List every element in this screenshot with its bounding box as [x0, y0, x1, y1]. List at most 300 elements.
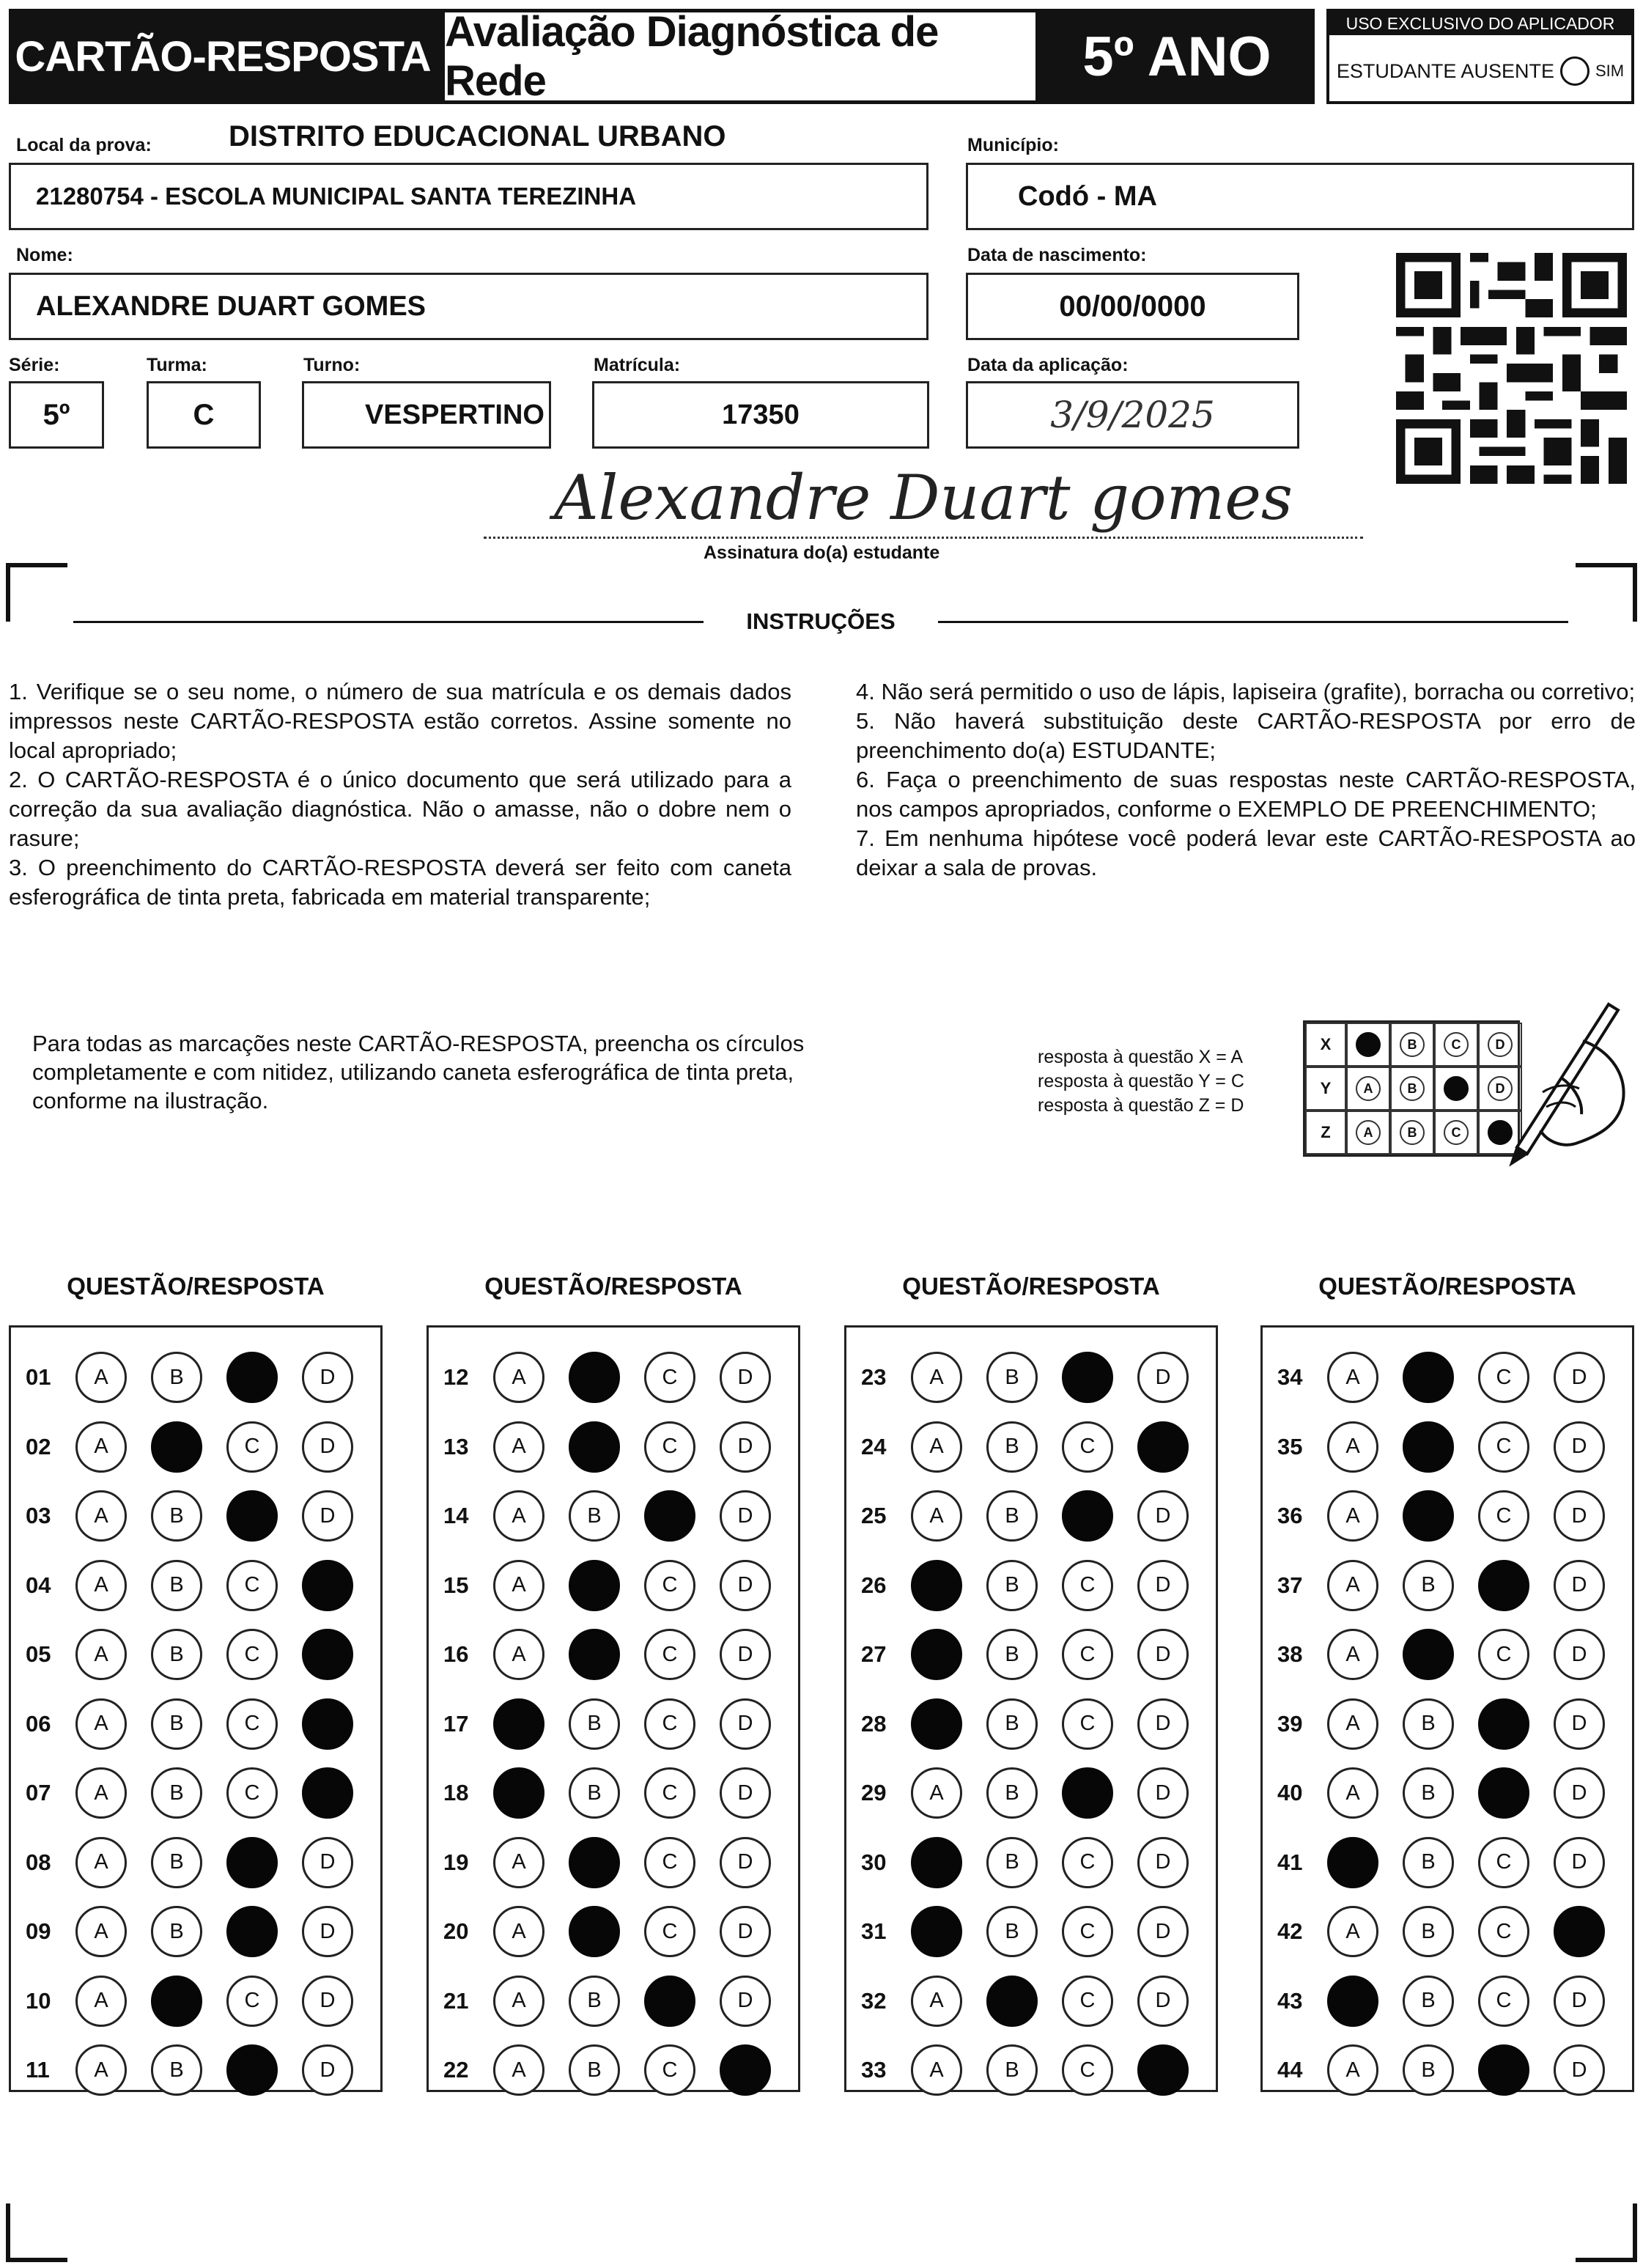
answer-bubble-c[interactable]: C	[1478, 1421, 1529, 1473]
answer-bubble-d[interactable]: D	[1137, 1560, 1189, 1611]
answer-bubble-b[interactable]: B	[151, 1837, 202, 1888]
question-number: 11	[26, 2057, 50, 2083]
turma-value: C	[193, 398, 215, 431]
answer-bubble-c[interactable]: C	[1478, 1976, 1529, 2027]
answer-bubble-a[interactable]: A	[493, 1560, 544, 1611]
aplicacao-field	[966, 381, 1299, 449]
answer-bubble-d[interactable]: D	[1554, 1560, 1605, 1611]
answer-bubble-a[interactable]	[911, 1906, 962, 1957]
example-cell	[1390, 1111, 1434, 1155]
answer-bubble-b[interactable]: B	[986, 1837, 1038, 1888]
pen-hand-illustration	[1473, 997, 1634, 1173]
question-number: 14	[443, 1503, 469, 1528]
school-field	[9, 163, 928, 230]
answer-bubble-a[interactable]: A	[1327, 1629, 1378, 1680]
question-number: 27	[861, 1641, 887, 1667]
answer-bubble-a[interactable]	[1327, 1837, 1378, 1888]
question-row	[846, 1833, 1216, 1892]
absent-option: SIM	[1595, 62, 1625, 80]
answer-bubble-c[interactable]: C	[1478, 1352, 1529, 1403]
answer-bubble-a[interactable]: A	[493, 1490, 544, 1542]
example-bubble: A	[1356, 1120, 1381, 1145]
turno-field	[302, 381, 551, 449]
answer-bubble-b[interactable]: B	[986, 2044, 1038, 2096]
answer-bubble-b[interactable]: B	[1403, 1767, 1454, 1819]
answer-bubble-d[interactable]: D	[1137, 1976, 1189, 2027]
answer-bubble-a[interactable]: A	[75, 1421, 127, 1473]
answer-bubble-b[interactable]	[569, 1352, 620, 1403]
answer-bubble-a[interactable]: A	[1327, 1421, 1378, 1473]
answer-bubble-c[interactable]: C	[1478, 1837, 1529, 1888]
question-number: 09	[26, 1918, 51, 1944]
answer-bubble-a[interactable]: A	[1327, 1560, 1378, 1611]
answer-bubble-c[interactable]	[1478, 1698, 1529, 1750]
example-cell	[1434, 1023, 1478, 1067]
answer-bubble-b[interactable]: B	[1403, 2044, 1454, 2096]
answer-bubble-d[interactable]	[1137, 1421, 1189, 1473]
question-number: 30	[861, 1849, 887, 1875]
answer-bubble-d[interactable]: D	[720, 1698, 771, 1750]
answer-bubble-d[interactable]	[302, 1560, 353, 1611]
answer-bubble-b[interactable]: B	[1403, 1906, 1454, 1957]
corner-mark-bottom-left-v	[6, 2203, 10, 2262]
answer-bubble-d[interactable]: D	[1554, 1490, 1605, 1542]
question-number: 43	[1277, 1987, 1303, 2014]
answer-bubble-c[interactable]: C	[1062, 1906, 1113, 1957]
answer-bubble-d[interactable]: D	[720, 1976, 771, 2027]
question-row	[846, 1902, 1216, 1961]
question-row	[429, 1348, 798, 1407]
answer-bubble-c[interactable]: C	[226, 1560, 278, 1611]
answer-bubble-d[interactable]: D	[1554, 1421, 1605, 1473]
answer-bubble-d[interactable]: D	[1137, 1352, 1189, 1403]
question-row	[429, 2041, 798, 2099]
matricula-value: 17350	[722, 399, 800, 430]
answer-bubble-c[interactable]	[226, 1490, 278, 1542]
answer-bubble-b[interactable]: B	[569, 1767, 620, 1819]
corner-mark-bottom-right	[1576, 2258, 1637, 2262]
question-number: 02	[26, 1433, 51, 1459]
answer-bubble-a[interactable]: A	[1327, 2044, 1378, 2096]
instructions-rule-right	[938, 621, 1568, 623]
instruction-3: 3. O preenchimento do CARTÃO-RESPOSTA deverá ser feito com caneta esferográfica de tinta preta, fabricada em material transparente;	[9, 855, 791, 910]
municipio-label: Município:	[967, 135, 1059, 155]
answer-bubble-c[interactable]: C	[1062, 1976, 1113, 2027]
question-row	[429, 1487, 798, 1545]
answer-bubble-d[interactable]	[1554, 1906, 1605, 1957]
answer-bubble-d[interactable]: D	[720, 1767, 771, 1819]
answer-bubble-b[interactable]: B	[986, 1490, 1038, 1542]
answer-bubble-a[interactable]: A	[911, 1976, 962, 2027]
answer-bubble-d[interactable]: D	[1554, 1767, 1605, 1819]
answer-bubble-a[interactable]: A	[493, 1352, 544, 1403]
answer-bubble-c[interactable]: C	[1478, 1490, 1529, 1542]
answer-bubble-d[interactable]: D	[1554, 1976, 1605, 2027]
answer-bubble-d[interactable]: D	[302, 2044, 353, 2096]
answer-bubble-a[interactable]	[493, 1767, 544, 1819]
answer-bubble-d[interactable]	[720, 2044, 771, 2096]
answer-bubble-a[interactable]: A	[75, 1352, 127, 1403]
answer-bubble-d[interactable]	[302, 1698, 353, 1750]
answer-bubble-b[interactable]	[569, 1421, 620, 1473]
question-number: 35	[1277, 1433, 1303, 1459]
question-number: 08	[26, 1849, 51, 1875]
question-number: 29	[861, 1780, 887, 1805]
answer-bubble-a[interactable]: A	[911, 1352, 962, 1403]
answer-bubble-c[interactable]: C	[644, 1560, 695, 1611]
question-number: 05	[26, 1641, 51, 1667]
question-number: 26	[861, 1572, 887, 1598]
question-row	[1263, 1348, 1632, 1407]
answer-bubble-b[interactable]	[151, 1976, 202, 2027]
question-row	[1263, 1902, 1632, 1961]
answer-bubble-a[interactable]: A	[493, 1906, 544, 1957]
answer-bubble-b[interactable]: B	[151, 1698, 202, 1750]
answer-bubble-d[interactable]: D	[1137, 1906, 1189, 1957]
answer-bubble-c[interactable]: C	[226, 1698, 278, 1750]
question-number: 39	[1277, 1710, 1303, 1737]
answer-bubble-b[interactable]	[1403, 1352, 1454, 1403]
answer-column	[844, 1325, 1218, 2092]
question-row	[11, 1418, 380, 1476]
answer-bubble-a[interactable]: A	[1327, 1490, 1378, 1542]
answer-bubble-a[interactable]: A	[1327, 1698, 1378, 1750]
answer-bubble-d[interactable]: D	[1554, 1837, 1605, 1888]
answer-bubble-d[interactable]: D	[1137, 1767, 1189, 1819]
answer-bubble-c[interactable]: C	[644, 1698, 695, 1750]
turma-label: Turma:	[147, 355, 207, 375]
answer-bubble-d[interactable]: D	[1554, 2044, 1605, 2096]
answer-bubble-b[interactable]: B	[151, 1906, 202, 1957]
answer-bubble-d[interactable]: D	[302, 1490, 353, 1542]
answer-bubble-a[interactable]: A	[1327, 1906, 1378, 1957]
instruction-6: 6. Faça o preenchimento de suas respostas neste CARTÃO-RESPOSTA, nos campos apropriados, conforme o EXEMPLO DE PREENCHIMENTO;	[856, 767, 1636, 822]
answer-bubble-a[interactable]: A	[75, 1560, 127, 1611]
question-row	[11, 1625, 380, 1684]
answer-bubble-c[interactable]: C	[1062, 1837, 1113, 1888]
question-number: 17	[443, 1710, 469, 1737]
answer-bubble-c[interactable]: C	[226, 1629, 278, 1680]
answer-bubble-b[interactable]: B	[569, 1976, 620, 2027]
answer-bubble-a[interactable]: A	[75, 1629, 127, 1680]
answer-bubble-c[interactable]	[226, 1352, 278, 1403]
answer-bubble-d[interactable]	[1137, 2044, 1189, 2096]
nome-label: Nome:	[16, 245, 73, 265]
answer-bubble-c[interactable]: C	[226, 1767, 278, 1819]
answer-bubble-a[interactable]: A	[1327, 1352, 1378, 1403]
answer-bubble-b[interactable]	[569, 1906, 620, 1957]
instruction-1: 1. Verifique se o seu nome, o número de sua matrícula e os demais dados impressos neste CARTÃO-RESPOSTA estão corretos. Assine somente no local apropriado;	[9, 679, 791, 763]
answer-column	[427, 1325, 800, 2092]
example-bubble: D	[1488, 1032, 1513, 1057]
question-number: 01	[26, 1364, 51, 1390]
answer-bubble-c[interactable]: C	[644, 1421, 695, 1473]
answer-bubble-a[interactable]	[911, 1837, 962, 1888]
answer-bubble-b[interactable]: B	[986, 1421, 1038, 1473]
column-title: QUESTÃO/RESPOSTA	[1318, 1273, 1576, 1300]
answer-bubble-a[interactable]: A	[75, 1490, 127, 1542]
question-number: 41	[1277, 1849, 1303, 1875]
answer-bubble-c[interactable]: C	[226, 1421, 278, 1473]
nome-field	[9, 273, 928, 340]
instructions-right	[856, 677, 1636, 883]
answer-bubble-c[interactable]: C	[644, 2044, 695, 2096]
example-cell	[1346, 1111, 1390, 1155]
serie-value: 5º	[43, 398, 70, 431]
question-number: 15	[443, 1572, 469, 1598]
answer-bubble-c[interactable]	[226, 1837, 278, 1888]
example-cell	[1434, 1111, 1478, 1155]
question-row	[846, 1764, 1216, 1822]
example-bubble: D	[1488, 1076, 1513, 1101]
answer-bubble-b[interactable]	[986, 1976, 1038, 2027]
answer-bubble-c[interactable]: C	[644, 1906, 695, 1957]
answer-bubble-c[interactable]	[644, 1976, 695, 2027]
answer-bubble-b[interactable]: B	[569, 1490, 620, 1542]
corner-mark-bottom-right-v	[1633, 2203, 1637, 2262]
signature-line	[484, 537, 1363, 539]
answer-bubble-a[interactable]: A	[911, 1767, 962, 1819]
answer-bubble-a[interactable]: A	[911, 1490, 962, 1542]
answer-bubble-a[interactable]: A	[493, 1837, 544, 1888]
corner-mark-top-right-v	[1633, 563, 1637, 622]
question-number: 07	[26, 1780, 51, 1805]
answer-bubble-b[interactable]: B	[569, 2044, 620, 2096]
example-text: Para todas as marcações neste CARTÃO-RESPOSTA, preencha os círculos completamente e com nitidez, utilizando caneta esferográfica de tinta preta, conforme na ilustração.	[32, 1031, 805, 1113]
question-number: 23	[861, 1364, 887, 1390]
column-title: QUESTÃO/RESPOSTA	[484, 1273, 742, 1300]
answer-bubble-b[interactable]	[1403, 1629, 1454, 1680]
question-number: 42	[1277, 1918, 1303, 1944]
answer-bubble-c[interactable]: C	[1062, 1421, 1113, 1473]
question-row	[846, 1695, 1216, 1753]
nome-value: ALEXANDRE DUART GOMES	[36, 290, 427, 322]
answer-bubble-c[interactable]: C	[1062, 1629, 1113, 1680]
answer-bubble-c[interactable]: C	[226, 1976, 278, 2027]
answer-bubble-a[interactable]	[911, 1629, 962, 1680]
question-row	[846, 1418, 1216, 1476]
instruction-4: 4. Não será permitido o uso de lápis, lapiseira (grafite), borracha ou corretivo;	[856, 679, 1636, 704]
serie-label: Série:	[9, 355, 60, 375]
answer-bubble-d[interactable]	[302, 1629, 353, 1680]
instructions-rule-left	[73, 621, 704, 623]
answer-bubble-c[interactable]	[226, 1906, 278, 1957]
card-title: CARTÃO-RESPOSTA	[9, 9, 437, 104]
answer-column	[1260, 1325, 1634, 2092]
answer-bubble-c[interactable]: C	[644, 1837, 695, 1888]
answer-bubble-a[interactable]: A	[75, 1906, 127, 1957]
question-row	[11, 1695, 380, 1753]
example-legend	[1038, 1045, 1287, 1118]
question-row	[11, 1972, 380, 2030]
answer-bubble-d[interactable]: D	[720, 1490, 771, 1542]
question-number: 31	[861, 1918, 887, 1944]
answer-bubble-d[interactable]: D	[720, 1906, 771, 1957]
answer-bubble-b[interactable]: B	[151, 1560, 202, 1611]
answer-bubble-c[interactable]: C	[1062, 2044, 1113, 2096]
answer-bubble-a[interactable]	[911, 1698, 962, 1750]
signature-caption: Assinatura do(a) estudante	[704, 542, 940, 563]
applicator-title: USO EXCLUSIVO DO APLICADOR	[1329, 12, 1631, 35]
turno-label: Turno:	[303, 355, 361, 375]
answer-bubble-b[interactable]	[569, 1560, 620, 1611]
answer-bubble-d[interactable]: D	[1554, 1352, 1605, 1403]
answer-bubble-b[interactable]: B	[1403, 1837, 1454, 1888]
answer-bubble-b[interactable]: B	[151, 1629, 202, 1680]
answer-bubble-d[interactable]: D	[720, 1560, 771, 1611]
turno-value: VESPERTINO	[365, 399, 544, 430]
answer-column	[9, 1325, 383, 2092]
question-number: 33	[861, 2057, 887, 2083]
question-row	[429, 1418, 798, 1476]
answer-bubble-c[interactable]: C	[644, 1767, 695, 1819]
district-name: DISTRITO EDUCACIONAL URBANO	[229, 120, 726, 152]
answer-bubble-d[interactable]: D	[1554, 1698, 1605, 1750]
answer-bubble-b[interactable]: B	[986, 1629, 1038, 1680]
answer-bubble-d[interactable]: D	[720, 1629, 771, 1680]
question-number: 03	[26, 1503, 51, 1528]
answer-bubble-b[interactable]: B	[1403, 1698, 1454, 1750]
answer-bubble-b[interactable]: B	[151, 2044, 202, 2096]
answer-bubble-a[interactable]	[911, 1560, 962, 1611]
answer-bubble-a[interactable]: A	[1327, 1767, 1378, 1819]
question-row	[846, 1625, 1216, 1684]
answer-bubble-b[interactable]	[1403, 1490, 1454, 1542]
answer-bubble-a[interactable]: A	[75, 2044, 127, 2096]
answer-bubble-a[interactable]: A	[493, 1976, 544, 2027]
example-bubble: C	[1444, 1120, 1469, 1145]
answer-bubble-c[interactable]	[1062, 1352, 1113, 1403]
answer-bubble-d[interactable]: D	[720, 1837, 771, 1888]
question-row	[846, 2041, 1216, 2099]
answer-bubble-c[interactable]	[1478, 1767, 1529, 1819]
answer-bubble-c[interactable]	[226, 2044, 278, 2096]
answer-bubble-d[interactable]: D	[302, 1906, 353, 1957]
question-row	[11, 1348, 380, 1407]
question-row	[846, 1487, 1216, 1545]
absent-bubble[interactable]	[1560, 56, 1590, 86]
example-cell	[1390, 1023, 1434, 1067]
answer-bubble-d[interactable]: D	[302, 1837, 353, 1888]
answer-bubble-a[interactable]	[1327, 1976, 1378, 2027]
answer-bubble-a[interactable]: A	[75, 1698, 127, 1750]
example-bubble: B	[1400, 1120, 1425, 1145]
answer-bubble-b[interactable]: B	[1403, 1560, 1454, 1611]
answer-bubble-d[interactable]: D	[1137, 1698, 1189, 1750]
answer-bubble-d[interactable]: D	[1554, 1629, 1605, 1680]
question-number: 06	[26, 1710, 51, 1737]
answer-bubble-d[interactable]: D	[1137, 1490, 1189, 1542]
matricula-field	[592, 381, 929, 449]
question-number: 20	[443, 1918, 469, 1944]
question-row	[11, 1902, 380, 1961]
answer-bubble-c[interactable]: C	[644, 1352, 695, 1403]
nascimento-field	[966, 273, 1299, 340]
question-number: 38	[1277, 1641, 1303, 1667]
answer-bubble-d[interactable]: D	[302, 1421, 353, 1473]
answer-bubble-b[interactable]: B	[986, 1560, 1038, 1611]
answer-bubble-a[interactable]	[493, 1698, 544, 1750]
answer-bubble-b[interactable]: B	[151, 1490, 202, 1542]
answer-bubble-b[interactable]: B	[1403, 1976, 1454, 2027]
answer-bubble-d[interactable]: D	[1137, 1629, 1189, 1680]
answer-bubble-c[interactable]	[644, 1490, 695, 1542]
answer-bubble-d[interactable]: D	[302, 1976, 353, 2027]
answer-bubble-c[interactable]	[1478, 2044, 1529, 2096]
example-bubble	[1444, 1076, 1469, 1101]
corner-mark-top-right	[1576, 563, 1637, 567]
question-row	[11, 1833, 380, 1892]
qr-code	[1396, 253, 1627, 484]
instruction-2: 2. O CARTÃO-RESPOSTA é o único documento que será utilizado para a correção da sua avaliação diagnóstica. Não o amasse, não o dobre nem o rasure;	[9, 767, 791, 851]
example-bubble: C	[1444, 1032, 1469, 1057]
answer-bubble-d[interactable]	[302, 1767, 353, 1819]
question-row	[11, 1764, 380, 1822]
answer-bubble-a[interactable]: A	[75, 1837, 127, 1888]
answer-bubble-c[interactable]: C	[644, 1629, 695, 1680]
question-number: 37	[1277, 1572, 1303, 1598]
answer-bubble-b[interactable]: B	[986, 1906, 1038, 1957]
answer-bubble-a[interactable]: A	[493, 1421, 544, 1473]
question-row	[1263, 1556, 1632, 1615]
serie-field	[9, 381, 104, 449]
question-row	[1263, 1418, 1632, 1476]
answer-bubble-d[interactable]: D	[1137, 1837, 1189, 1888]
answer-bubble-b[interactable]	[569, 1837, 620, 1888]
applicator-box	[1326, 9, 1634, 104]
answer-bubble-a[interactable]: A	[911, 2044, 962, 2096]
answer-bubble-a[interactable]: A	[75, 1976, 127, 2027]
answer-bubble-b[interactable]: B	[569, 1698, 620, 1750]
answer-bubble-b[interactable]	[151, 1421, 202, 1473]
answer-bubble-b[interactable]	[569, 1629, 620, 1680]
question-row	[846, 1972, 1216, 2030]
question-row	[11, 1487, 380, 1545]
question-number: 13	[443, 1433, 469, 1459]
question-row	[1263, 1764, 1632, 1822]
turma-field	[147, 381, 261, 449]
answer-bubble-b[interactable]: B	[986, 1767, 1038, 1819]
answer-bubble-d[interactable]: D	[720, 1421, 771, 1473]
answer-bubble-a[interactable]: A	[493, 2044, 544, 2096]
instructions-title: INSTRUÇÕES	[746, 608, 896, 634]
answer-bubble-c[interactable]: C	[1062, 1698, 1113, 1750]
question-number: 36	[1277, 1503, 1303, 1528]
answer-bubble-b[interactable]: B	[151, 1767, 202, 1819]
answer-bubble-b[interactable]: B	[151, 1352, 202, 1403]
answer-bubble-b[interactable]: B	[986, 1698, 1038, 1750]
answer-bubble-c[interactable]	[1478, 1560, 1529, 1611]
answer-bubble-a[interactable]: A	[493, 1629, 544, 1680]
answer-bubble-c[interactable]	[1062, 1490, 1113, 1542]
answer-bubble-c[interactable]: C	[1478, 1906, 1529, 1957]
question-row	[429, 1764, 798, 1822]
answer-bubble-d[interactable]: D	[720, 1352, 771, 1403]
answer-bubble-b[interactable]: B	[986, 1352, 1038, 1403]
answer-bubble-d[interactable]: D	[302, 1352, 353, 1403]
answer-bubble-c[interactable]	[1062, 1767, 1113, 1819]
answer-bubble-a[interactable]: A	[75, 1767, 127, 1819]
answer-bubble-b[interactable]	[1403, 1421, 1454, 1473]
question-number: 25	[861, 1503, 887, 1528]
nascimento-label: Data de nascimento:	[967, 245, 1147, 265]
question-number: 22	[443, 2057, 469, 2083]
answer-bubble-a[interactable]: A	[911, 1421, 962, 1473]
answer-bubble-c[interactable]: C	[1062, 1560, 1113, 1611]
municipio-field	[966, 163, 1634, 230]
answer-bubble-c[interactable]: C	[1478, 1629, 1529, 1680]
aplicacao-value: 3/9/2025	[1050, 394, 1215, 436]
